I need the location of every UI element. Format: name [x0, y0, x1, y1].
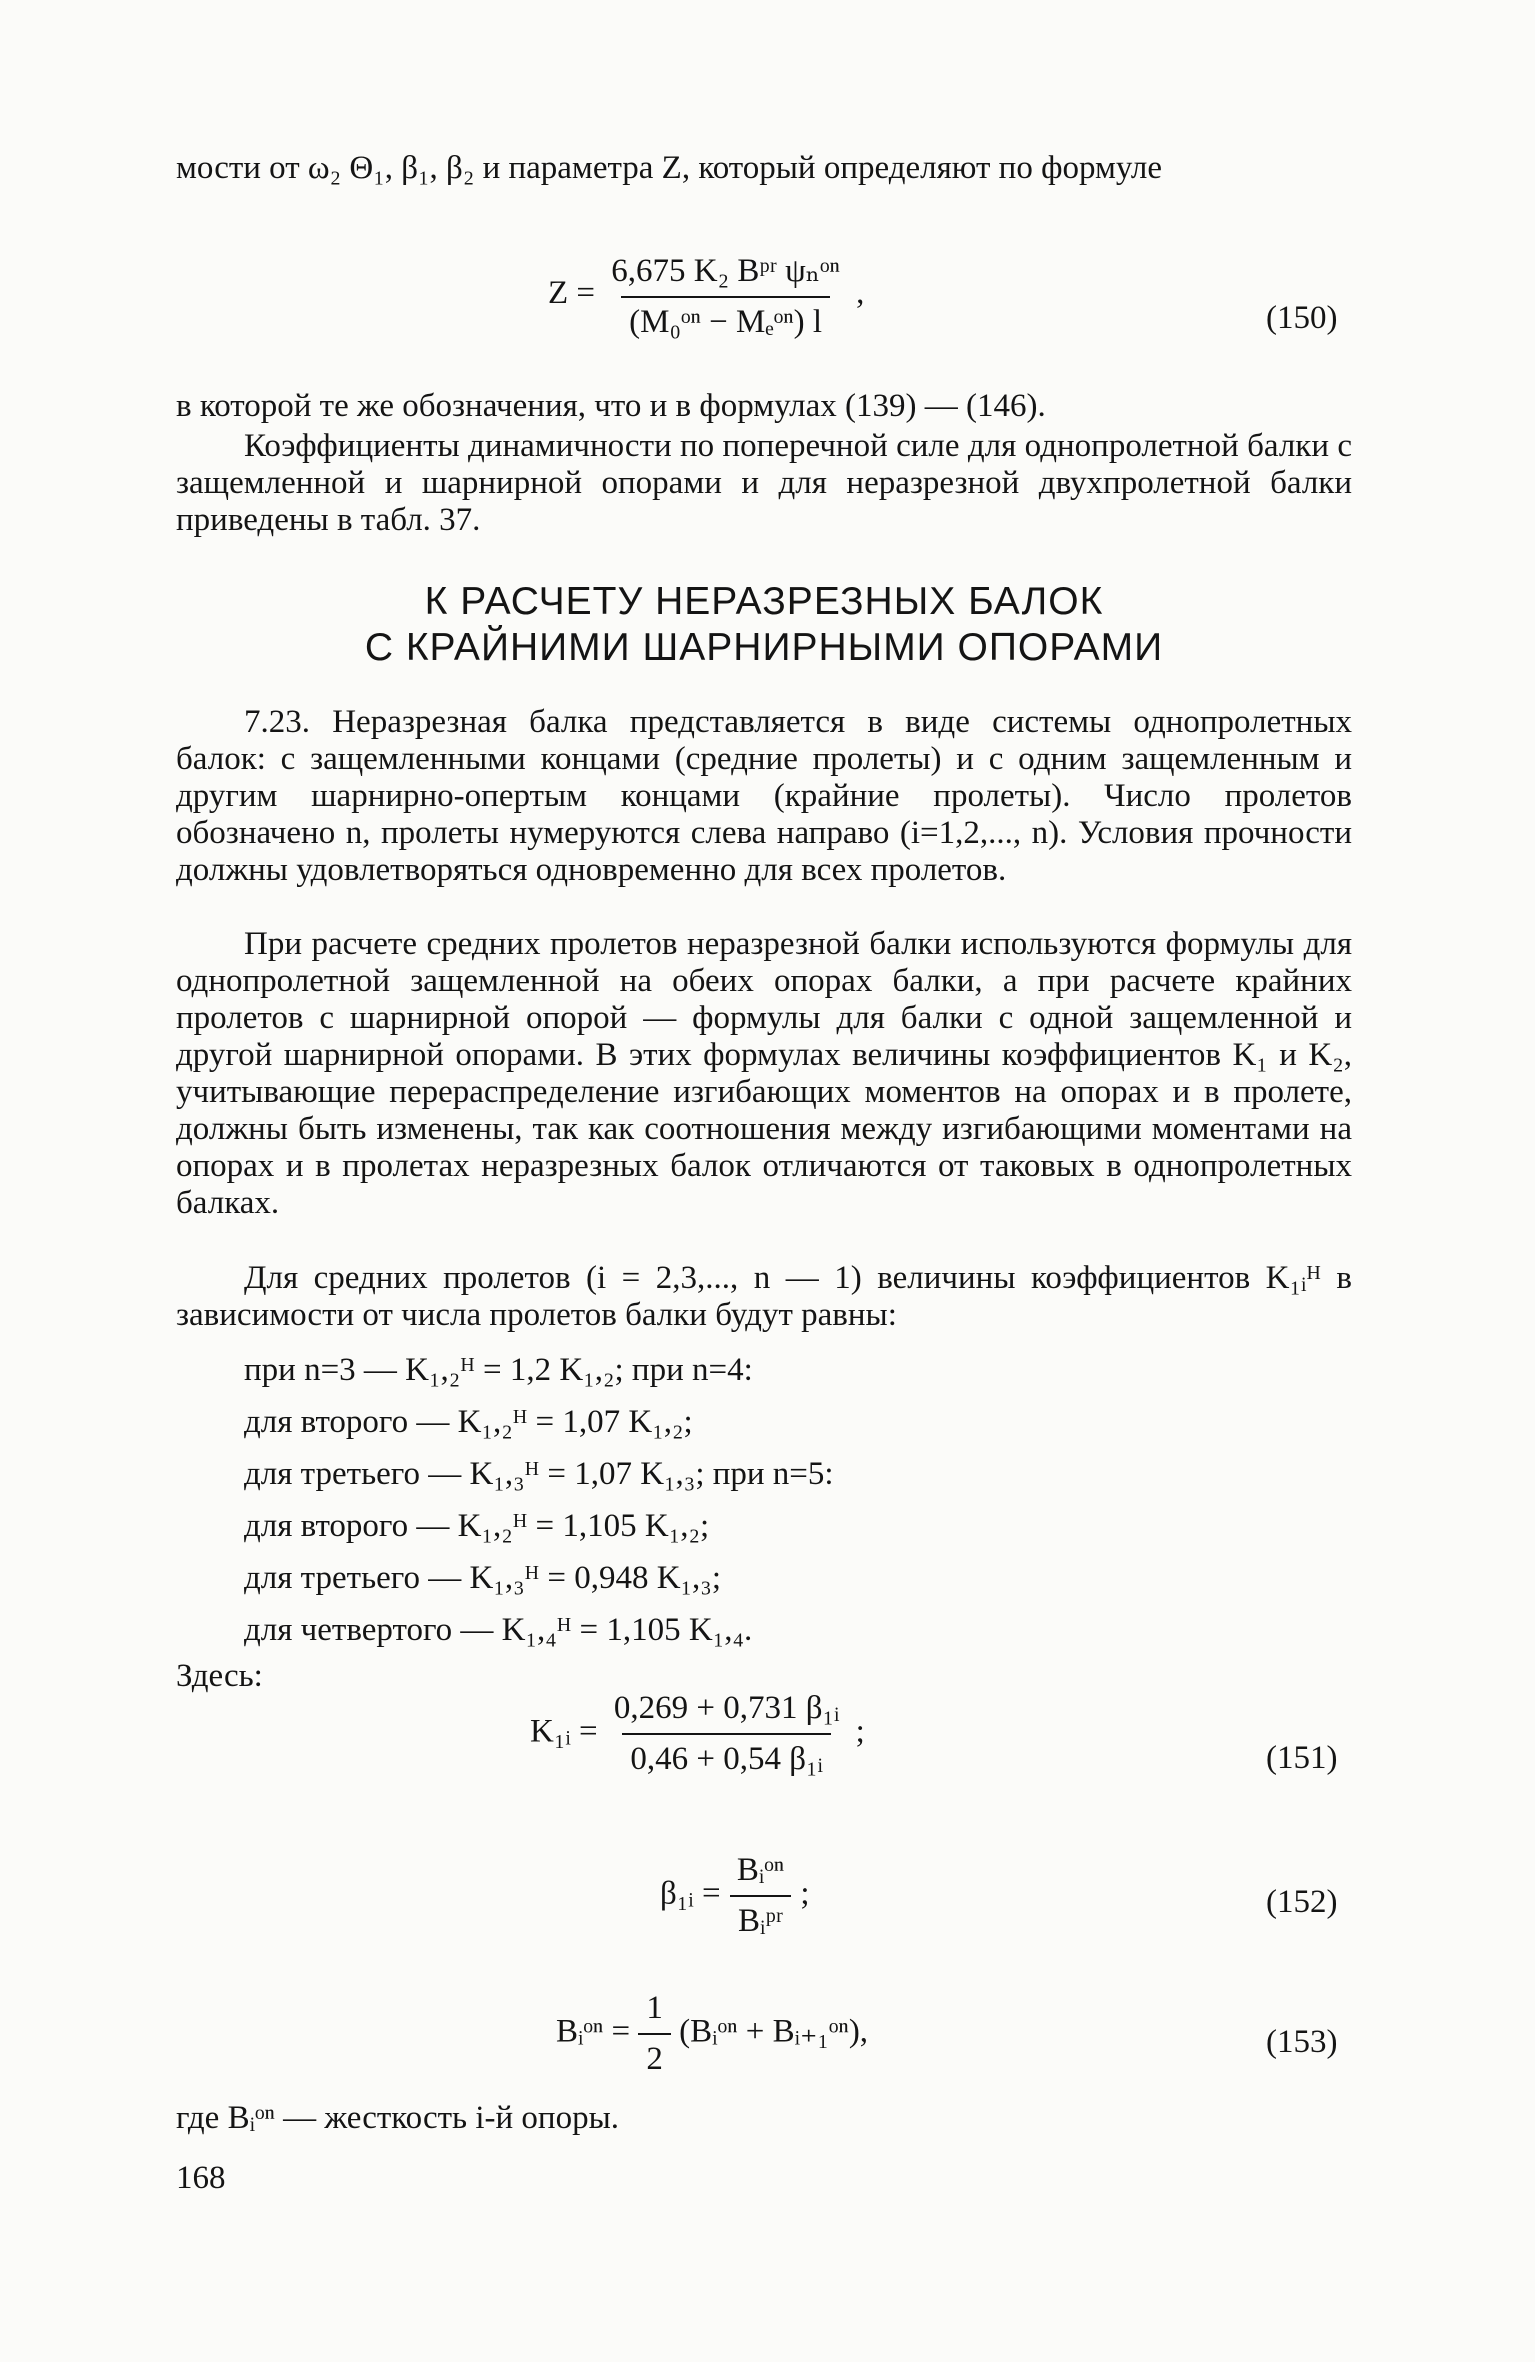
page-number: 168: [176, 2160, 226, 2196]
equation-number-150: (150): [1266, 300, 1338, 336]
equation-151: [530, 1690, 865, 1778]
equation-lhs: Z =: [548, 275, 596, 312]
equation-fraction: [603, 250, 848, 341]
equation-fraction: [638, 1990, 671, 2078]
label-here: Здесь:: [176, 1658, 263, 1694]
list-item: для четвертого — K₁,₄ᴴ = 1,105 K₁,₄.: [244, 1612, 753, 1648]
equation-lhs: K₁ᵢ =: [530, 1713, 598, 1750]
section-heading-line-1: К РАСЧЕТУ НЕРАЗРЕЗНЫХ БАЛОК: [424, 580, 1104, 623]
equation-150: Z = $\frac{\text{6,675 K₂ Bᵖʳ ψₙᵒⁿ}}{\text{(M₀ᵒⁿ − Mₑᵒⁿ) l}}$ ,: [548, 250, 864, 341]
list-item: для третьего — K₁,₃ᴴ = 1,07 K₁,₃; при n=5:: [244, 1456, 834, 1492]
equation-denominator: 0,46 + 0,54 β₁ᵢ: [622, 1733, 831, 1778]
list-item: для второго — K₁,₂ᴴ = 1,07 K₁,₂;: [244, 1404, 693, 1440]
equation-152: [660, 1852, 810, 1940]
list-item: для третьего — K₁,₃ᴴ = 0,948 K₁,₃;: [244, 1560, 721, 1596]
paragraph-middle-coefficients: Для средних пролетов (i = 2,3,..., n — 1) величины коэффициентов K₁ᵢᴴ в зависимости от числа пролетов балки будут равны:: [176, 1260, 1352, 1333]
equation-denominator: 2: [638, 2033, 671, 2078]
paragraph-coefficients: Коэффициенты динамичности по поперечной силе для однопролетной балки с защемленной и шарнирной опорами и для неразрезной двухпролетной балки приведены в табл. 37.: [176, 428, 1352, 538]
equation-number-153: (153): [1266, 2024, 1338, 2060]
equation-lhs: β₁ᵢ =: [660, 1875, 721, 1912]
equation-numerator: 1: [646, 1990, 663, 2026]
equation-numerator: 0,269 + 0,731 β₁ᵢ: [613, 1690, 840, 1726]
equation-tail: ;: [855, 1713, 865, 1750]
equation-number-151: (151): [1266, 1740, 1338, 1776]
equation-153: [556, 1990, 868, 2078]
list-item: при n=3 — K₁,₂ᴴ = 1,2 K₁,₂; при n=4:: [244, 1352, 753, 1388]
equation-number-152: (152): [1266, 1884, 1338, 1920]
equation-numerator: 6,675 K₂ Bᵖʳ ψₙᵒⁿ: [611, 253, 840, 289]
equation-rhs: (Bᵢᵒⁿ + Bᵢ₊₁ᵒⁿ),: [679, 2013, 869, 2050]
equation-fraction: [729, 1852, 792, 1940]
list-item: для второго — K₁,₂ᴴ = 1,105 K₁,₂;: [244, 1508, 710, 1544]
equation-fraction: [606, 1690, 848, 1778]
equation-denominator: (M₀ᵒⁿ − Mₑᵒⁿ) l: [621, 296, 830, 341]
equation-denominator: Bᵢᵖʳ: [730, 1895, 791, 1940]
section-heading-line-2: С КРАЙНИМИ ШАРНИРНЫМИ ОПОРАМИ: [364, 626, 1164, 669]
paragraph-notation: в которой те же обозначения, что и в формулах (139) — (146).: [176, 388, 1046, 424]
paragraph-intro: мости от ω₂ Θ₁, β₁, β₂ и параметра Z, который определяют по формуле: [176, 150, 1163, 186]
paragraph-stiffness: где Bᵢᵒⁿ — жесткость i-й опоры.: [176, 2100, 619, 2136]
equation-lhs: Bᵢᵒⁿ =: [556, 2013, 631, 2050]
paragraph-7-23: 7.23. Неразрезная балка представляется в виде системы однопролетных балок: с защемленными концами (средние пролеты) и с одним защемленным и другим шарнирно-опертым концами (крайние пролеты). Число пролетов обозначено n, пролеты нумеруются слева направо (i=1,2,..., n). Условия прочности должны удовлетворяться одновременно для всех пролетов.: [176, 704, 1352, 888]
paragraph-middle-spans: При расчете средних пролетов неразрезной балки используются формулы для однопролетной защемленной на обеих опорах балки, а при расчете крайних пролетов с шарнирной опорой — формулы для балки с одной защемленной и другой шарнирной опорами. В этих формулах величины коэффициентов K₁ и K₂, учитывающие перераспределение изгибающих моментов на опорах и в пролете, должны быть изменены, так как соотношения между изгибающими моментами на опорах и в пролетах неразрезных балок отличаются от таковых в однопролетных балках.: [176, 926, 1352, 1221]
equation-tail: ;: [800, 1875, 810, 1912]
equation-numerator: Bᵢᵒⁿ: [736, 1852, 785, 1888]
